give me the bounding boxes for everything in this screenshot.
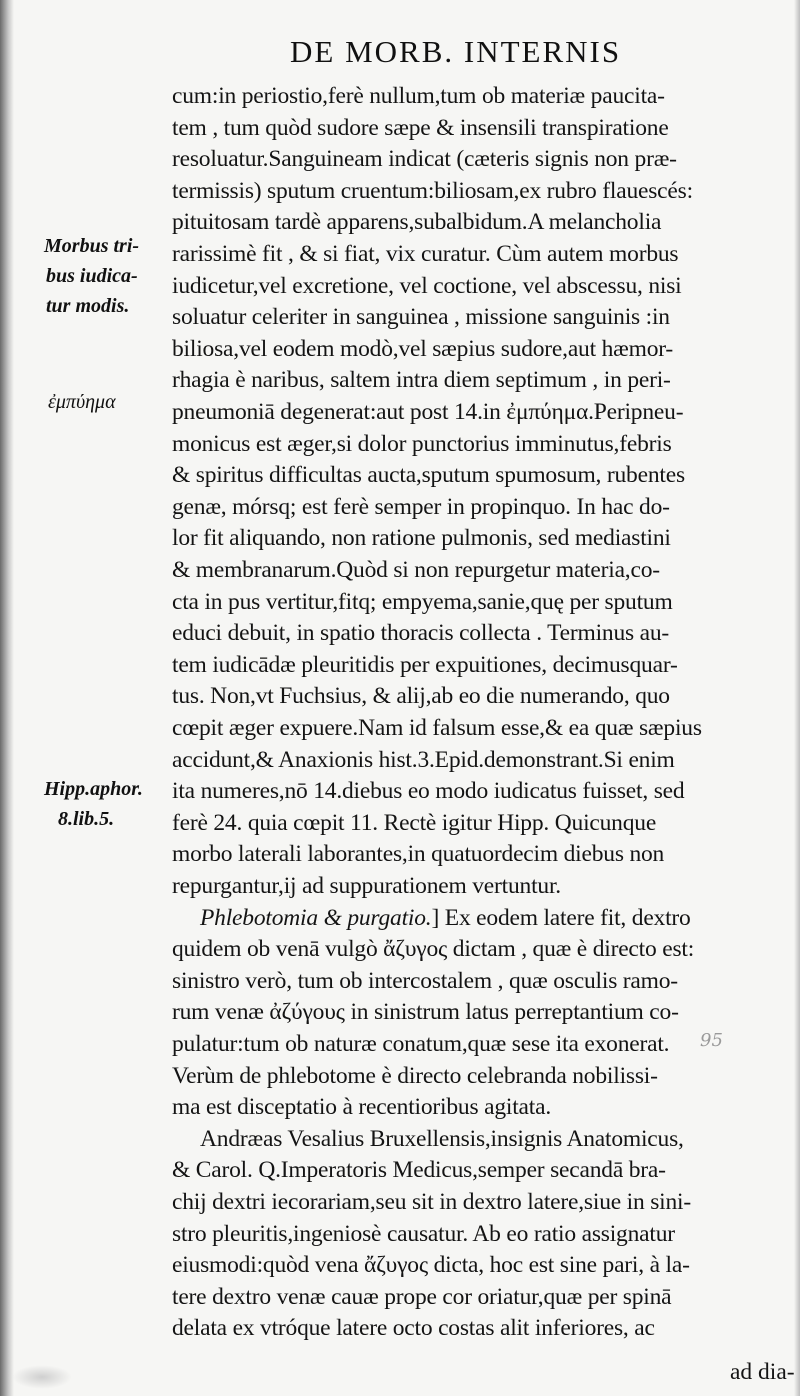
text-line: cum:in periostio,ferè nullum,tum ob materiæ paucita- <box>172 83 665 109</box>
text-line: chij dextri iecorariam,seu sit in dextro latere,siue in sini- <box>172 1189 691 1215</box>
page-smudge <box>12 1365 72 1389</box>
margin-note-1-line-3: tur modis. <box>46 295 130 317</box>
text-line: morbo laterali laborantes,in quatuordecim diebus non <box>172 841 665 868</box>
text-line: pneumoniā degenerat:aut post 14.in ἐμπύημα.Peripneu- <box>172 399 684 425</box>
text-line: sinistro verò, tum ob intercostalem , quæ osculis ramo- <box>172 967 678 994</box>
text-line: pituitosam tardè apparens,subalbidum.A melancholia <box>172 209 662 236</box>
margin-note-3-line-1: Hipp.aphor. <box>44 778 143 800</box>
text-line: rhagia è naribus, saltem intra diem septimum , in peri- <box>172 367 671 394</box>
text-line: tus. Non,vt Fuchsius, & alij,ab eo die numerando, quo <box>172 683 670 710</box>
text-line: biliosa,vel eodem modò,vel sæpius sudore,aut hæmor- <box>172 335 674 362</box>
text-line: accidunt,& Anaxionis hist.3.Epid.demonstrant.Si enim <box>172 746 675 773</box>
text-line: educi debuit, in spatio thoracis collecta . Terminus au- <box>172 620 670 647</box>
text-line: ita numeres,nō 14.diebus eo modo iudicatus fuisset, sed <box>172 778 685 805</box>
margin-note-1-line-2: bus iudica- <box>46 265 138 287</box>
text-line: Verùm de phlebotome è directo celebranda nobilissi- <box>172 1062 658 1089</box>
text-line: ma est disceptatio à recentioribus agitata. <box>172 1094 552 1121</box>
text-line: cta in pus vertitur,fitq; empyema,sanie,quę per sputum <box>172 588 673 615</box>
text-line: rum venæ ἀζύγους in sinistrum latus perreptantium co- <box>172 999 679 1026</box>
text-line: iudicetur,vel excretione, vel coctione, vel abscessu, nisi <box>172 272 682 299</box>
margin-note-2: ἐμπύημα <box>48 391 116 413</box>
section-text: ] Ex eodem latere fit, dextro <box>431 904 691 931</box>
text-line: & spiritus difficultas aucta,sputum spumosum, rubentes <box>172 462 685 489</box>
text-line: & Carol. Q.Imperatoris Medicus,semper secandā bra- <box>172 1157 666 1184</box>
page-edge <box>794 0 800 1396</box>
text-line: eiusmodi:quòd vena ἄζυγος dicta, hoc est sine pari, à la- <box>172 1252 690 1279</box>
gutter-shadow <box>0 0 14 1396</box>
text-line: tem , tum quòd sudore sæpe & insensili transpiratione <box>172 114 669 141</box>
text-line: quidem ob venā vulgò ἄζυγος dictam , quæ è directo est: <box>172 936 695 963</box>
text-line: termissis) sputum cruentum:biliosam,ex rubro flauescés: <box>172 177 693 204</box>
text-line: tere dextro venæ cauæ prope cor oriatur,quæ per spinā <box>172 1283 672 1310</box>
text-line: stro pleuritis,ingeniosè causatur. Ab eo ratio assignatur <box>172 1220 675 1247</box>
margin-note-1-line-1: Morbus tri- <box>44 235 140 257</box>
margin-note-3-line-2: 8.lib.5. <box>58 808 115 830</box>
text-line: ferè 24. quia cœpit 11. Rectè igitur Hipp. Quicunque <box>172 809 657 836</box>
running-head: DE MORB. INTERNIS <box>290 34 622 69</box>
text-line-section-start <box>200 902 691 934</box>
text-line-paragraph-start: Andræas Vesalius Bruxellensis,insignis Anatomicus, <box>200 1125 684 1152</box>
text-line: pulatur:tum ob naturæ conatum,quæ sese ita exonerat. <box>172 1031 670 1057</box>
catchword: ad dia- <box>730 1359 795 1385</box>
text-line: repurgantur,ij ad suppurationem vertuntur. <box>172 873 561 899</box>
text-line: soluatur celeriter in sanguinea , missione sanguinis :in <box>172 304 670 331</box>
text-line: rarissimè fit , & si fiat, vix curatur. Cùm autem morbus <box>172 241 679 267</box>
text-line: monicus est æger,si dolor punctorius imminutus,febris <box>172 430 672 457</box>
text-line: lor fit aliquando, non ratione pulmonis, sed mediastini <box>172 525 671 552</box>
text-line: & membranarum.Quòd si non repurgetur materia,co- <box>172 557 660 583</box>
text-line: resoluatur.Sanguineam indicat (cæteris signis non præ- <box>172 146 677 173</box>
text-line: tem iudicādæ pleuritidis per expuitiones, decimusquar- <box>172 651 678 678</box>
text-line: delata ex vtróque latere octo costas alit inferiores, ac <box>172 1315 655 1342</box>
pencil-annotation: 95 <box>700 1030 723 1051</box>
text-line: cœpit æger expuere.Nam id falsum esse,& ea quæ sæpius <box>172 715 702 741</box>
section-heading: Phlebotomia & purgatio. <box>200 904 432 931</box>
text-line: genæ, mórsq; est ferè semper in propinquo. In hac do- <box>172 493 670 520</box>
